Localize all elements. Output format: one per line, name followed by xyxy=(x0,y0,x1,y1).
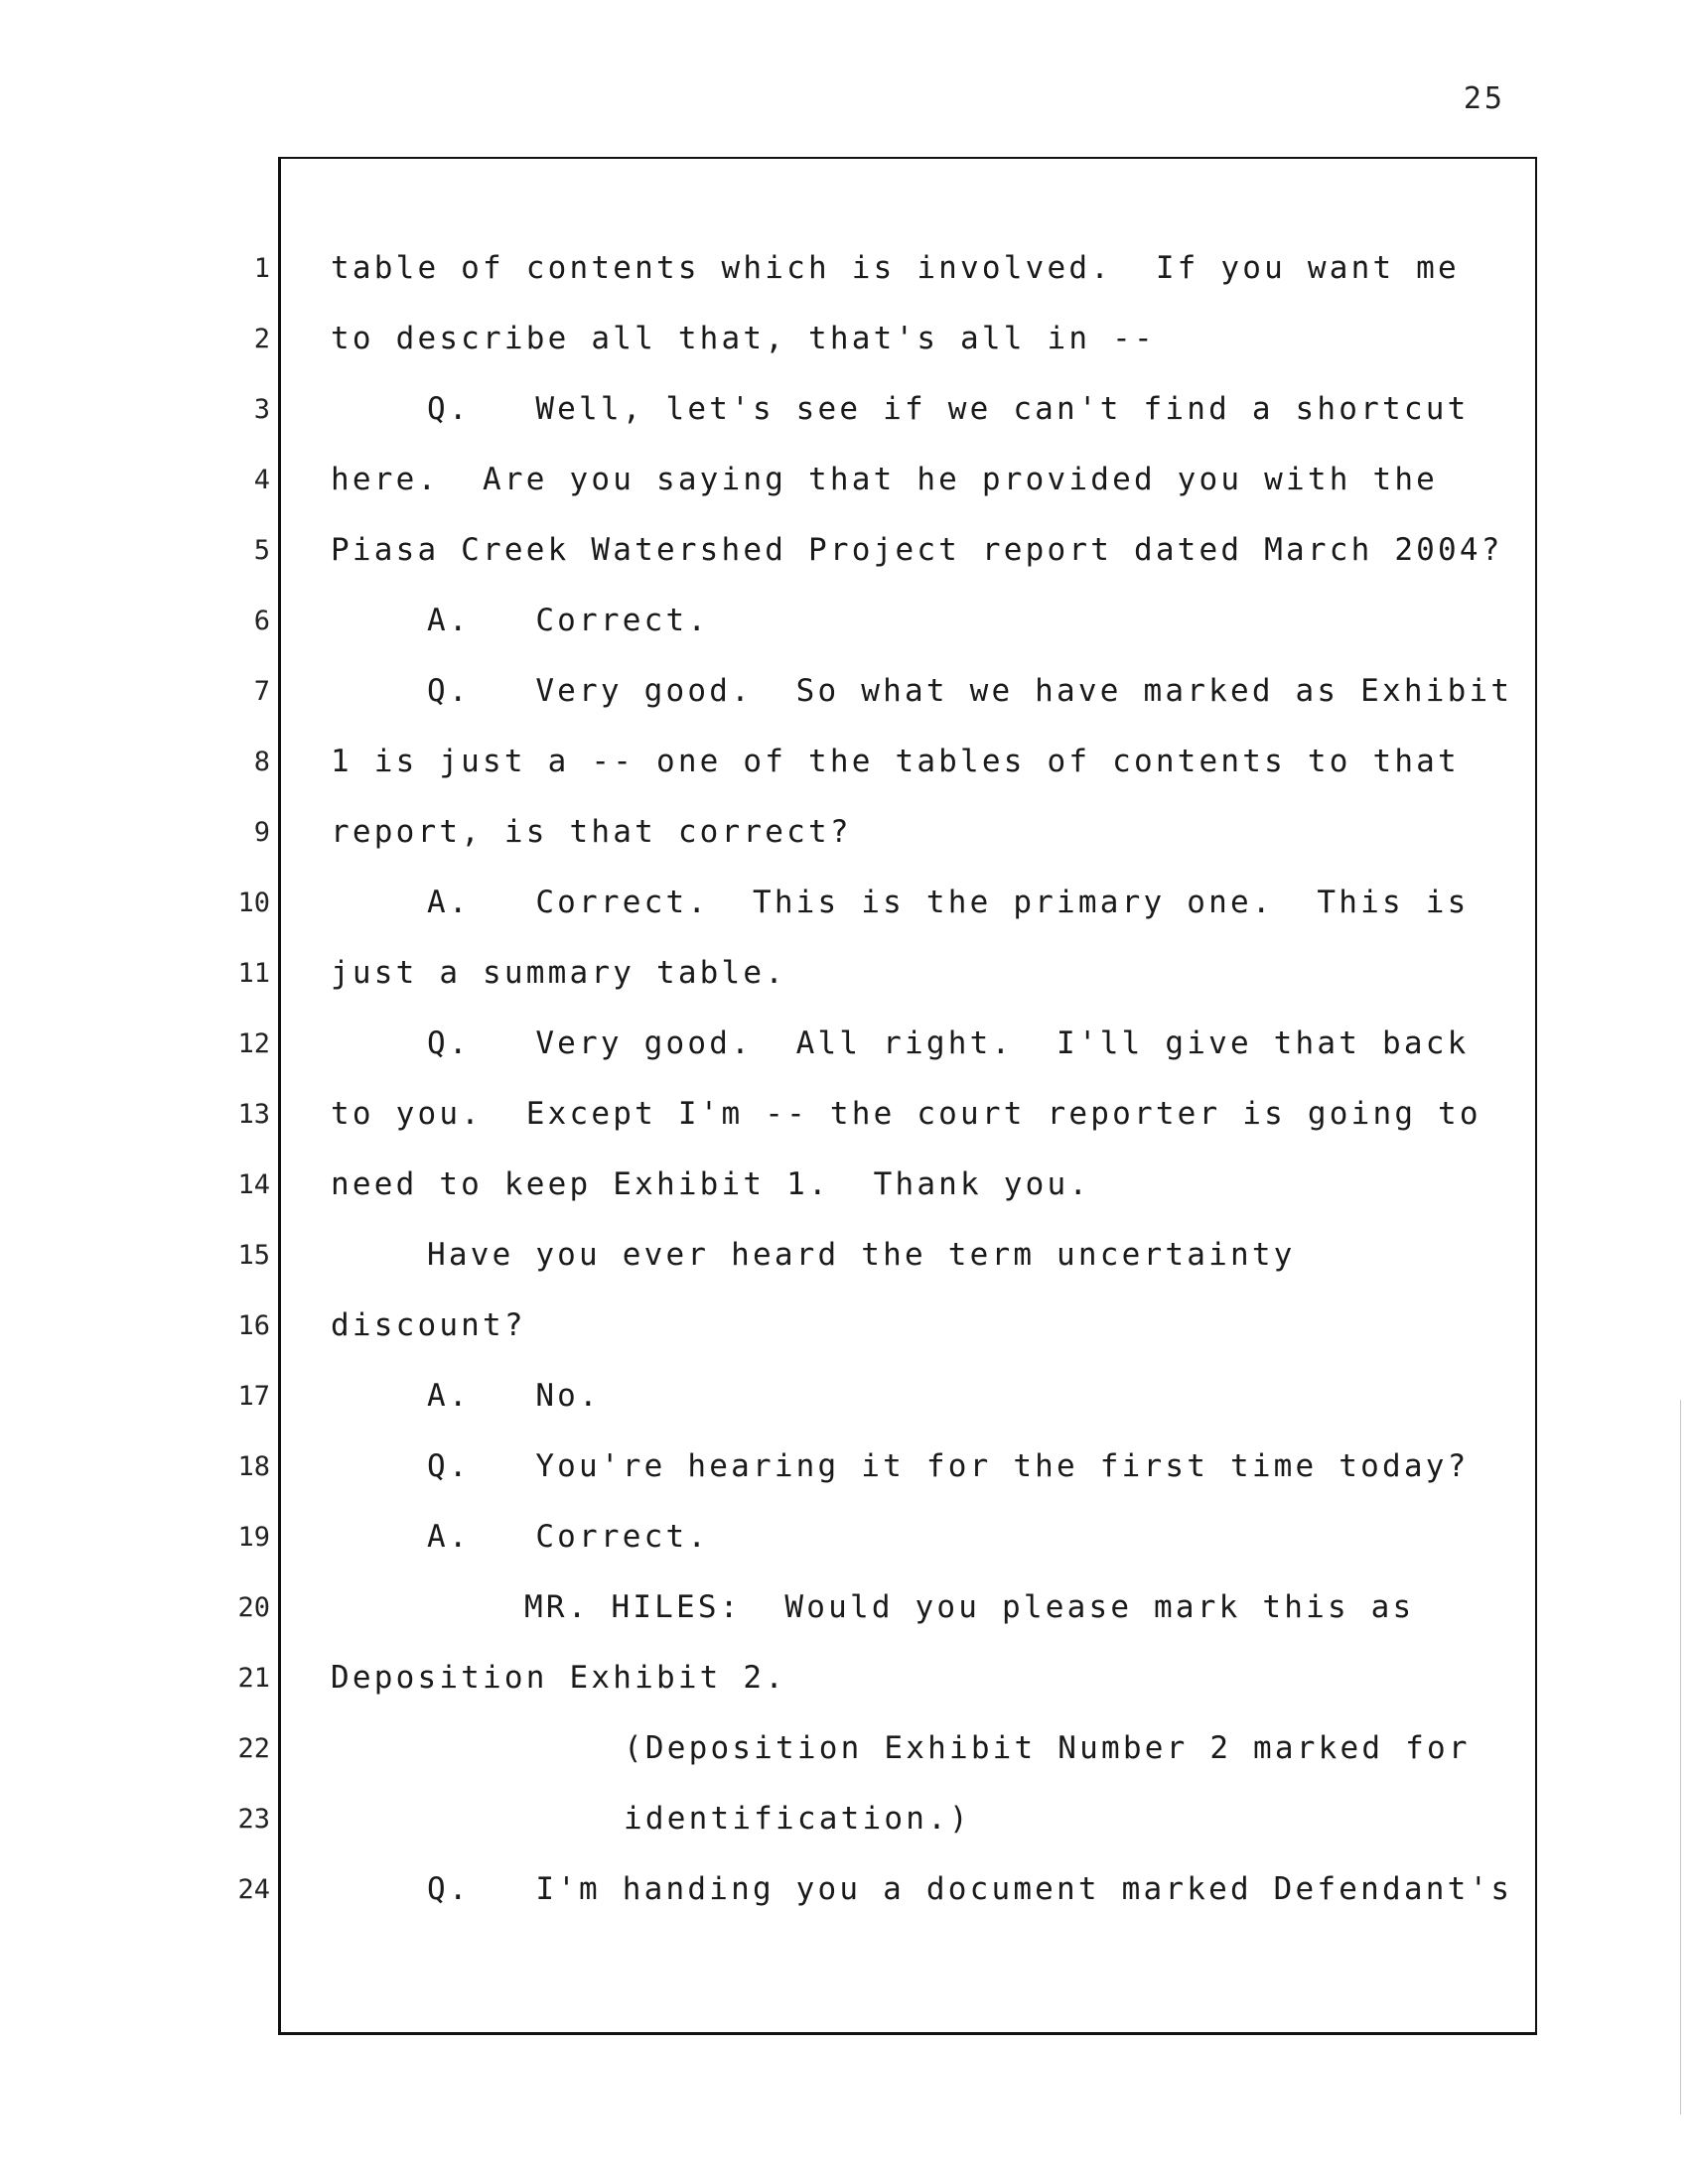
transcript-line xyxy=(0,1645,1692,1715)
line-number: 5 xyxy=(253,535,270,566)
line-text: just a summary table. xyxy=(331,955,787,991)
line-number: 14 xyxy=(237,1169,270,1200)
transcript-line xyxy=(0,1152,1692,1222)
transcript-line xyxy=(0,658,1692,729)
line-text: table of contents which is involved. If you want me xyxy=(331,250,1460,286)
transcript-line xyxy=(0,870,1692,940)
line-text: Q. Well, let's see if we can't find a shortcut xyxy=(427,391,1470,427)
transcript-line xyxy=(0,1222,1692,1293)
transcript-line xyxy=(0,588,1692,658)
line-number: 13 xyxy=(237,1099,270,1130)
line-number: 22 xyxy=(237,1733,270,1764)
line-number: 1 xyxy=(253,253,270,284)
line-text: (Deposition Exhibit Number 2 marked for xyxy=(624,1730,1471,1766)
line-number: 4 xyxy=(253,465,270,495)
transcript-line xyxy=(0,1786,1692,1856)
line-number: 23 xyxy=(237,1804,270,1835)
line-number: 8 xyxy=(253,747,270,777)
transcript-line xyxy=(0,306,1692,376)
transcript-line xyxy=(0,376,1692,447)
transcript-line xyxy=(0,235,1692,306)
transcript-line xyxy=(0,1363,1692,1433)
line-text: discount? xyxy=(331,1307,526,1343)
line-text: Piasa Creek Watershed Project report dated March 2004? xyxy=(331,532,1503,568)
line-number: 20 xyxy=(237,1592,270,1623)
scan-edge-mark xyxy=(1680,1400,1681,2115)
transcript-line xyxy=(0,1856,1692,1927)
line-number: 6 xyxy=(253,606,270,636)
line-text: MR. HILES: Would you please mark this as xyxy=(524,1589,1415,1625)
line-number: 15 xyxy=(237,1240,270,1271)
line-text: identification.) xyxy=(624,1801,971,1837)
line-text: A. No. xyxy=(427,1378,601,1414)
line-text: Q. You're hearing it for the first time today? xyxy=(427,1448,1470,1484)
transcript-line xyxy=(0,729,1692,799)
transcript-line xyxy=(0,799,1692,870)
line-text: report, is that correct? xyxy=(331,814,852,850)
line-text: Q. Very good. So what we have marked as Exhibit xyxy=(427,673,1513,709)
line-number: 16 xyxy=(237,1310,270,1341)
line-number: 17 xyxy=(237,1381,270,1412)
line-text: need to keep Exhibit 1. Thank you. xyxy=(331,1166,1091,1202)
page-number: 25 xyxy=(1463,81,1505,116)
line-text: A. Correct. This is the primary one. This is xyxy=(427,885,1470,920)
transcript-line xyxy=(0,1081,1692,1152)
line-text: 1 is just a -- one of the tables of contents to that xyxy=(331,744,1460,779)
line-number: 21 xyxy=(237,1663,270,1694)
transcript-line xyxy=(0,1011,1692,1081)
line-number: 11 xyxy=(237,958,270,989)
line-number: 2 xyxy=(253,324,270,354)
line-number: 24 xyxy=(237,1874,270,1905)
line-text: here. Are you saying that he provided you with the xyxy=(331,462,1439,497)
transcript-line xyxy=(0,447,1692,517)
transcript-line xyxy=(0,517,1692,588)
transcript-line xyxy=(0,1715,1692,1786)
line-number: 7 xyxy=(253,676,270,707)
transcript-line xyxy=(0,1293,1692,1363)
line-number: 19 xyxy=(237,1522,270,1553)
transcript-line xyxy=(0,940,1692,1011)
line-number: 18 xyxy=(237,1451,270,1482)
line-number: 10 xyxy=(237,887,270,918)
line-text: Q. I'm handing you a document marked Defendant's xyxy=(427,1871,1513,1907)
line-text: to you. Except I'm -- the court reporter is going to xyxy=(331,1096,1481,1132)
line-text: to describe all that, that's all in -- xyxy=(331,321,1156,356)
line-text: A. Correct. xyxy=(427,603,710,638)
transcript-line xyxy=(0,1433,1692,1504)
line-number: 3 xyxy=(253,394,270,425)
line-number: 12 xyxy=(237,1028,270,1059)
line-text: Q. Very good. All right. I'll give that back xyxy=(427,1025,1470,1061)
line-number: 9 xyxy=(253,817,270,848)
transcript-line xyxy=(0,1574,1692,1645)
transcript-line xyxy=(0,1504,1692,1574)
line-text: Have you ever heard the term uncertainty xyxy=(427,1237,1296,1273)
line-text: A. Correct. xyxy=(427,1519,710,1555)
line-text: Deposition Exhibit 2. xyxy=(331,1660,787,1696)
